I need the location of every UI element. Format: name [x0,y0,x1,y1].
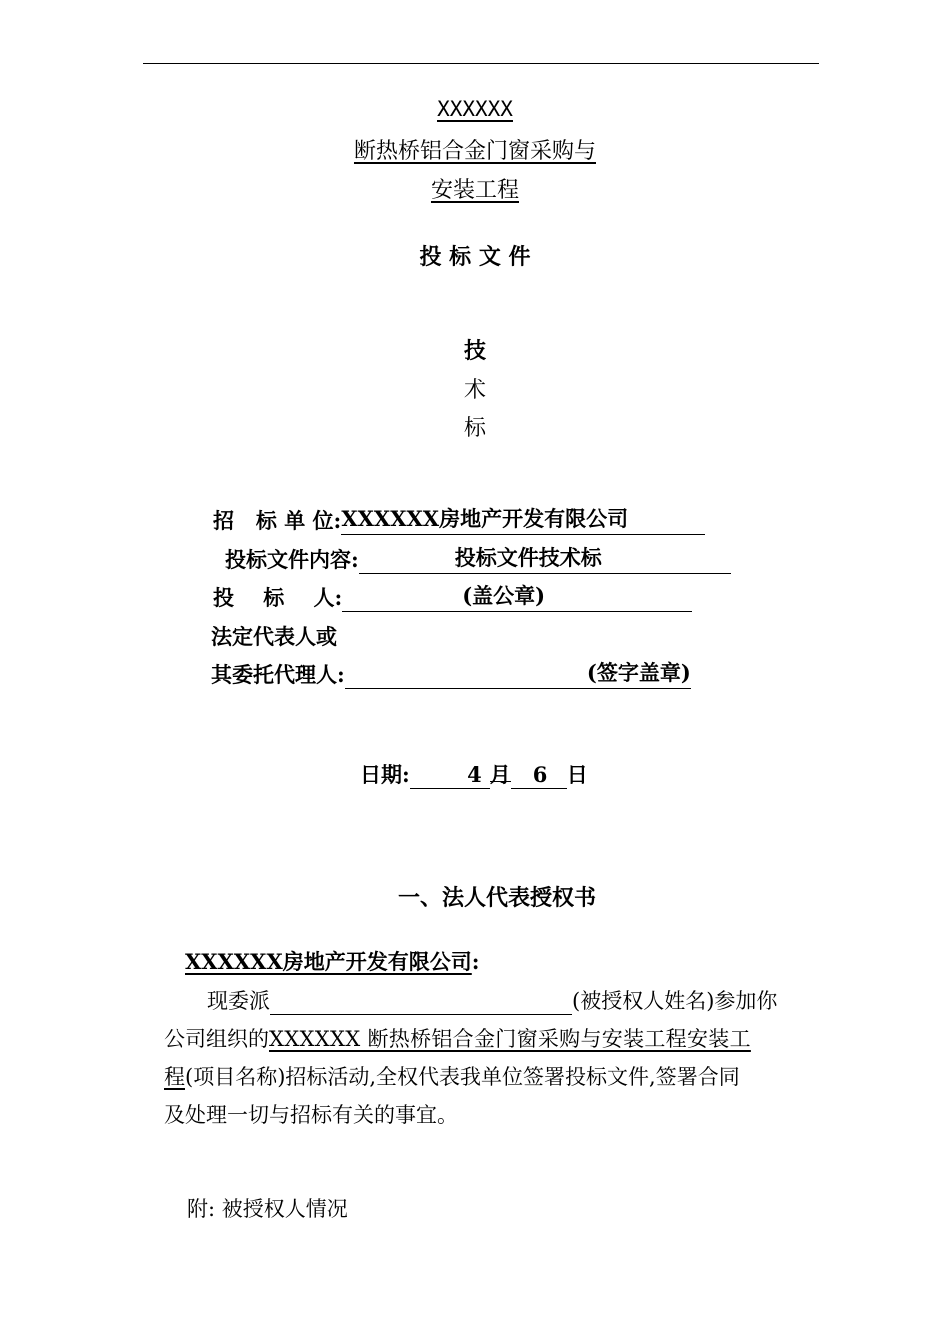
date-month-unit: 月 [490,759,511,782]
project-title-line1-text: 断热桥铝合金门窗采购与 [353,139,596,164]
content-value: 投标文件技术标 [454,545,602,570]
project-code-text: XXXXXX [437,97,513,121]
addressee: XXXXXX房地产开发有限公司 [185,949,472,974]
addressee-line [185,946,480,976]
paragraph-line-4: 及处理一切与招标有关的事宜。 [164,1103,458,1127]
p1-start: 现委派 [207,989,270,1013]
date-month: 4 [467,762,482,787]
project-code [0,97,950,121]
content-line [359,545,731,574]
category-char-2: 术 [463,378,486,403]
p3-end: (项目名称)招标活动,全权代表我单位签署投标文件,签署合同 [185,1065,740,1089]
content-field [225,544,731,574]
date-day: 6 [532,762,548,787]
authorized-name-blank [270,992,572,1015]
paragraph-line-2 [164,1023,824,1053]
tenderer-line [341,506,705,535]
bidder-field [213,582,692,612]
category-char-1: 技 [463,338,486,364]
date-day-unit: 日 [566,762,588,787]
bidder-label: 投 标 人: [213,585,343,610]
date-label: 日期: [360,762,410,787]
project-title-line1 [0,134,950,165]
date-field [360,759,588,789]
project-title-line2 [0,173,950,204]
p2-start: 公司组织的 [164,1027,269,1051]
category-char-3: 标 [463,416,486,441]
date-day-line [511,762,567,789]
project-title-line2-text: 安装工程 [430,178,519,203]
rep-line [345,660,691,689]
addressee-colon: : [471,949,480,974]
paragraph-line-3 [164,1061,740,1091]
attachment-note: 附: 被授权人情况 [187,1197,348,1221]
content-label: 投标文件内容: [225,547,359,572]
bidder-line [342,583,692,612]
tenderer-value: XXXXXX房地产开发有限公司 [341,506,629,531]
paragraph-line-1 [207,985,777,1015]
p3-project: 程 [164,1065,185,1089]
rep-field [211,659,691,689]
header-rule [143,63,819,64]
rep-label-line2: 其委托代理人: [211,662,345,687]
tenderer-label: 招 标 单 位: [213,508,342,533]
authorization-heading: 一、法人代表授权书 [398,885,597,911]
rep-value: (签字盖章) [586,660,691,685]
date-month-line [410,762,490,789]
rep-label-line1: 法定代表人或 [211,624,337,649]
bidder-value: (盖公章) [462,583,546,608]
tenderer-field [213,505,705,535]
document-title: 投 标 文 件 [419,244,531,270]
p2-project: XXXXXX 断热桥铝合金门窗采购与安装工程安装工 [269,1027,751,1051]
p1-end: (被授权人姓名)参加你 [572,989,778,1013]
